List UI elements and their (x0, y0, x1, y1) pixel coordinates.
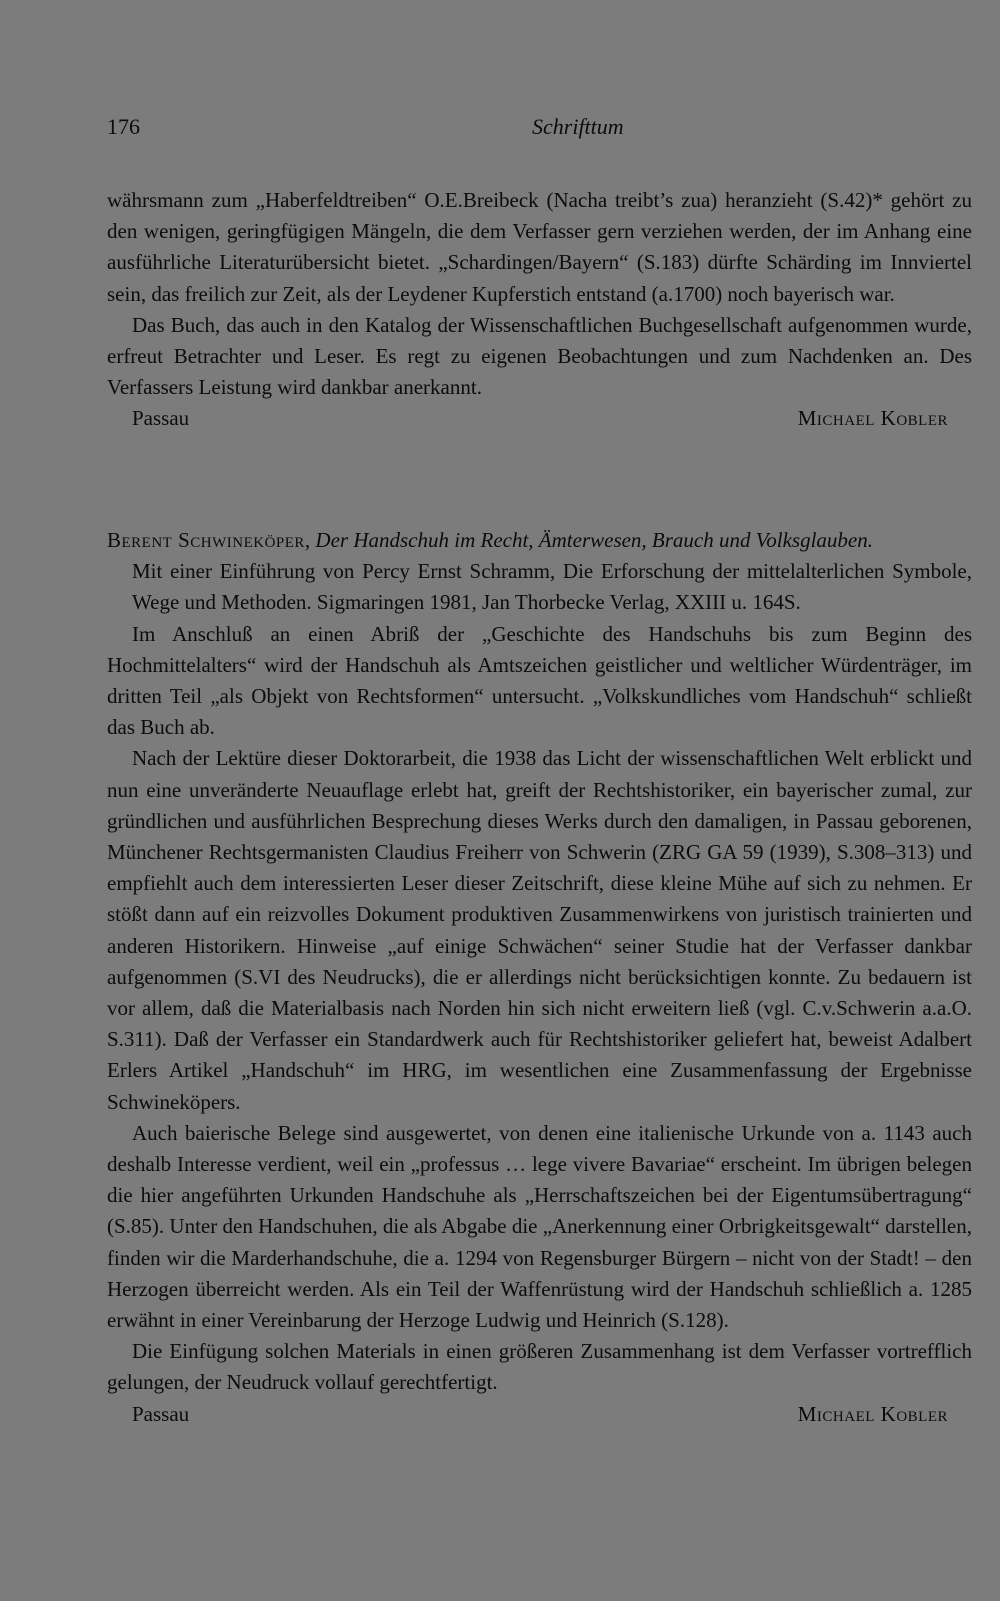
bibliographic-entry: Berent Schwineköper, Der Handschuh im Recht, Ämterwesen, Brauch und Volksglauben. (107, 528, 873, 552)
signature-reviewer: Michael Kobler (797, 406, 948, 431)
bibliographic-details: Mit einer Einführung von Percy Ernst Schramm, Die Erforschung der mittelalterlichen Symbole, Wege und Methoden. Sigmaringen 1981, Jan Thorbecke Verlag, XXIII u. 164S. (132, 559, 972, 615)
review-1-paragraph-1: währsmann zum „Haberfeldtreiben“ O.E.Breibeck (Nacha treibt’s zua) heranzieht (S.42)* gehört zu den wenigen, geringfügigen Mängeln, die dem Verfasser gern verziehen werden, der im Anhang eine ausführliche Literaturübersicht bietet. „Schardingen/Bayern“ (S.183) dürfte Schärding im Innviertel sein, das freilich zur Zeit, als der Leydener Kupferstich entstand (a.1700) noch bayerisch war. (107, 188, 972, 306)
review-1-signature (107, 403, 972, 434)
signature-reviewer: Michael Kobler (797, 1401, 948, 1426)
review-2-signature (107, 1399, 972, 1430)
review-1 (107, 185, 972, 434)
signature-place: Passau (132, 406, 190, 431)
review-2 (107, 525, 972, 1430)
review-2-paragraph-3: Auch baierische Belege sind ausgewertet, von denen eine italienische Urkunde von a. 1143 auch deshalb Interesse verdient, weil ein „professus … lege vivere Bavariae“ erscheint. Im übrigen belegen die hier angeführten Urkunden Handschuhe als „Herrschaftszeichen bei der Eigentumsübertragung“ (S.85). Unter den Handschuhen, die als Abgabe die „Anerkennung einer Orbrigkeitsgewalt“ darstellen, finden wir die Marderhandschuhe, die a. 1294 von Regensburger Bürgern – nicht von der Stadt! – den Herzogen überreicht werden. Als ein Teil der Waffenrüstung wird der Handschuh schließlich a. 1285 erwähnt in einer Vereinbarung der Herzoge Ludwig und Heinrich (S.128). (107, 1120, 972, 1333)
review-2-paragraph-2: Nach der Lektüre dieser Doktorarbeit, die 1938 das Licht der wissenschaftlichen Welt erblickt und nun eine unveränderte Neuauflage erlebt hat, greift der Rechtshistoriker, ein bayerischer zumal, zur gründlichen und ausführlichen Besprechung dieses Werks durch den damaligen, in Passau geborenen, Münchener Rechtsgermanisten Claudius Freiherr von Schwerin (ZRG GA 59 (1939), S.308–313) und empfiehlt auch dem interessierten Leser dieser Zeitschrift, diese kleine Mühe auf sich zu nehmen. Er stößt dann auf ein reizvolles Dokument produktiven Zusammenwirkens von juristisch trainierten und anderen Historikern. Hinweise „auf einige Schwächen“ seiner Studie hat der Verfasser dankbar aufgenommen (S.VI des Neudrucks), die er allerdings nicht berücksichtigen konnte. Zu bedauern ist vor allem, daß die Materialbasis nach Norden hin sich nicht erweitern ließ (vgl. C.v.Schwerin a.a.O. S.311). Daß der Verfasser ein Standardwerk auch für Rechtshistoriker geliefert hat, beweist Adalbert Erlers Artikel „Handschuh“ im HRG, im wesentlichen eine Zusammenfassung der Ergebnisse Schwineköpers. (107, 746, 972, 1114)
review-2-paragraph-4: Die Einfügung solchen Materials in einen größeren Zusammenhang ist dem Verfasser vortrefflich gelungen, der Neudruck vollauf gerechtfertigt. (107, 1339, 972, 1395)
review-2-paragraph-1: Im Anschluß an einen Abriß der „Geschichte des Handschuhs bis zum Beginn des Hochmittelalters“ wird der Handschuh als Amtszeichen geistlicher und weltlicher Würdenträger, im dritten Teil „als Objekt von Rechtsformen“ untersucht. „Volkskundliches vom Handschuh“ schließt das Buch ab. (107, 621, 972, 740)
running-title: Schrifttum (532, 114, 624, 139)
book-title: Der Handschuh im Recht, Ämterwesen, Brauch und Volksglauben. (315, 528, 873, 552)
page-number: 176 (107, 114, 140, 139)
book-author: Berent Schwineköper (107, 528, 305, 552)
signature-place: Passau (132, 1401, 190, 1426)
page-header (107, 114, 964, 150)
review-1-paragraph-2: Das Buch, das auch in den Katalog der Wissenschaftlichen Buchgesellschaft aufgenommen wurde, erfreut Betrachter und Leser. Es regt zu eigenen Beobachtungen und zum Nachdenken an. Des Verfassers Leistung wird dankbar anerkannt. (107, 312, 972, 400)
